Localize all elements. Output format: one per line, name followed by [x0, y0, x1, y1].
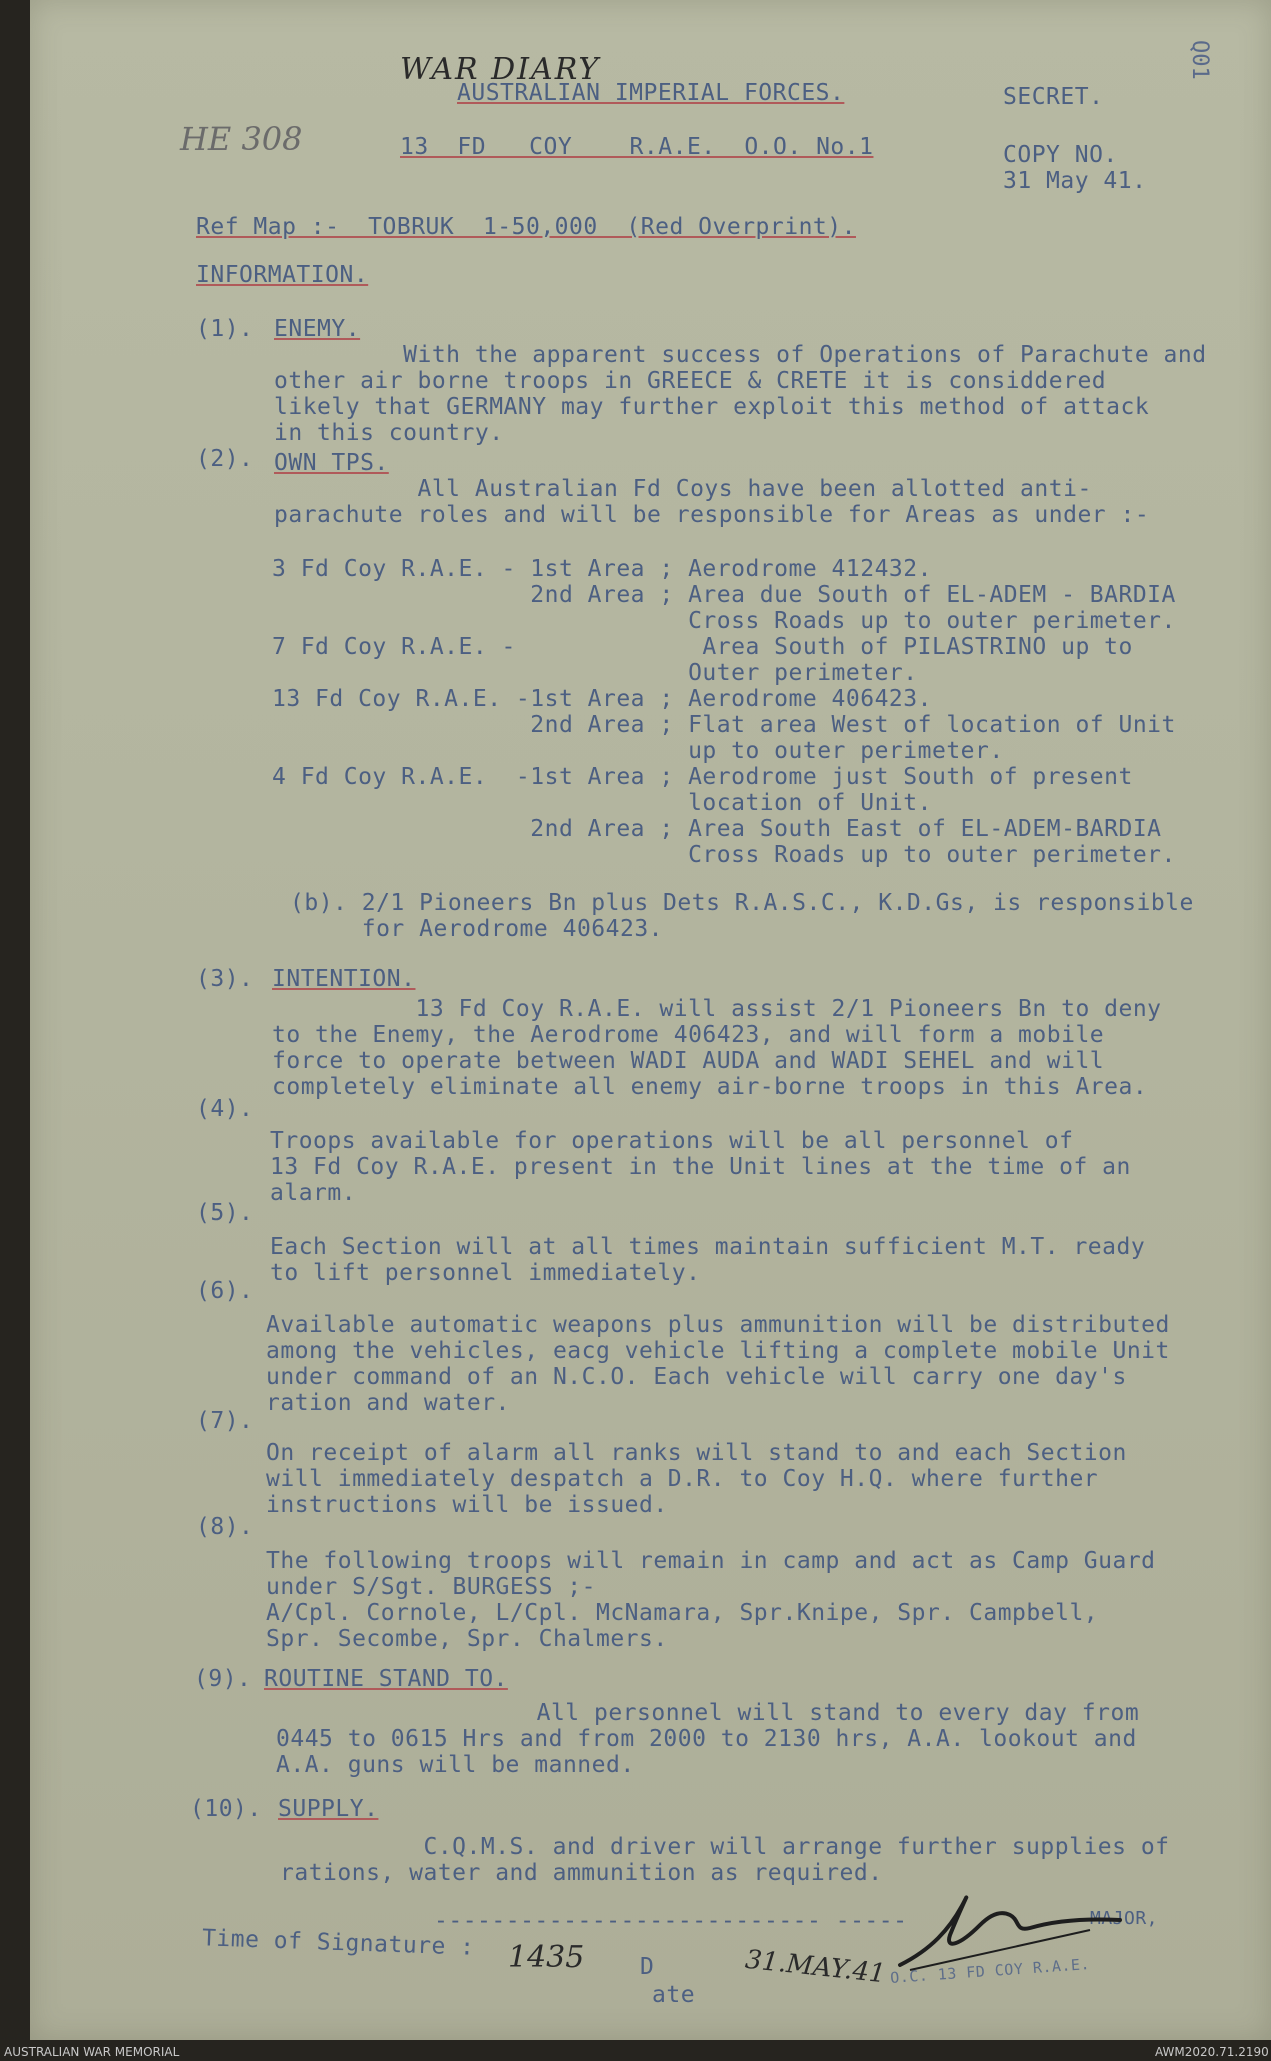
section-text-line: in this country.: [274, 420, 504, 446]
section-text-line: will immediately despatch a D.R. to Coy H.Q. where further: [266, 1466, 1099, 1492]
section-text-line: under command of an N.C.O. Each vehicle will carry one day's: [266, 1364, 1127, 1390]
handwritten-signature: [890, 1870, 1150, 1980]
section-text-line: With the apparent success of Operations of Parachute and: [274, 342, 1207, 368]
section-text-line: Spr. Secombe, Spr. Chalmers.: [266, 1626, 668, 1652]
section-title-intention: INTENTION.: [272, 966, 416, 992]
section-title-supply: SUPPLY.: [278, 1796, 379, 1822]
officer-rank: MAJOR,: [1090, 1908, 1159, 1929]
section-number-2: (2).: [196, 446, 254, 472]
section-title-routine-stand-to: ROUTINE STAND TO.: [264, 1666, 508, 1692]
order-date: 31 May 41.: [1003, 168, 1147, 194]
handwritten-title: WAR DIARY: [400, 52, 601, 87]
archive-reference: AWM2020.71.2190: [1155, 2045, 1269, 2059]
section-text-line: On receipt of alarm all ranks will stand to and each Section: [266, 1440, 1127, 1466]
section-text-line: completely eliminate all enemy air-borne troops in this Area.: [272, 1074, 1148, 1100]
section-text-line: other air borne troops in GREECE & CRETE it is considdered: [274, 368, 1107, 394]
handwritten-reference: HE 308: [180, 120, 303, 158]
area-line: Outer perimeter.: [272, 660, 918, 686]
section-2b-line: (b). 2/1 Pioneers Bn plus Dets R.A.S.C., K.D.Gs, is responsible: [290, 890, 1194, 916]
archive-credit: AUSTRALIAN WAR MEMORIAL: [4, 2045, 180, 2059]
section-text-line: Available automatic weapons plus ammunition will be distributed: [266, 1312, 1170, 1338]
area-line: Cross Roads up to outer perimeter.: [272, 842, 1176, 868]
section-text-line: likely that GERMANY may further exploit this method of attack: [274, 394, 1150, 420]
copy-number-label: COPY NO.: [1003, 142, 1118, 168]
section-text-line: to the Enemy, the Aerodrome 406423, and will form a mobile: [272, 1022, 1105, 1048]
time-of-signature-label: Time of Signature :: [201, 1925, 475, 1961]
reference-map: Ref Map :- TOBRUK 1-50,000 (Red Overprint).: [196, 214, 856, 240]
section-text-line: force to operate between WADI AUDA and WADI SEHEL and will: [272, 1048, 1105, 1074]
area-line: up to outer perimeter.: [272, 738, 1004, 764]
section-number-9: (9).: [194, 1666, 252, 1692]
area-line: 4 Fd Coy R.A.E. -1st Area ; Aerodrome just South of present: [272, 764, 1133, 790]
area-line: 2nd Area ; Flat area West of location of Unit: [272, 712, 1176, 738]
signature-dashes: --------------------------- -----: [434, 1908, 908, 1934]
section-text-line: Each Section will at all times maintain sufficient M.T. ready: [270, 1234, 1146, 1260]
secret-label: SECRET.: [1003, 84, 1104, 110]
date-label-d: D: [640, 1954, 655, 1980]
section-number-6: (6).: [196, 1278, 254, 1304]
section-text-line: 13 Fd Coy R.A.E. will assist 2/1 Pioneers Bn to deny: [272, 996, 1162, 1022]
section-text-line: All Australian Fd Coys have been allotted anti-: [274, 476, 1092, 502]
section-number-7: (7).: [196, 1408, 254, 1434]
area-line: Cross Roads up to outer perimeter.: [272, 608, 1176, 634]
information-heading: INFORMATION.: [196, 262, 369, 288]
section-title-own-tps: OWN TPS.: [274, 450, 389, 476]
section-number-3: (3).: [196, 966, 254, 992]
section-number-10: (10).: [190, 1796, 262, 1822]
area-line: location of Unit.: [272, 790, 932, 816]
area-line: 3 Fd Coy R.A.E. - 1st Area ; Aerodrome 412432.: [272, 556, 932, 582]
section-text-line: C.Q.M.S. and driver will arrange further supplies of: [280, 1834, 1170, 1860]
area-line: 7 Fd Coy R.A.E. - Area South of PILASTRINO up to: [272, 634, 1133, 660]
section-text-line: under S/Sgt. BURGESS ;-: [266, 1574, 596, 1600]
section-text-line: Troops available for operations will be all personnel of: [270, 1128, 1074, 1154]
header-organisation: AUSTRALIAN IMPERIAL FORCES.: [457, 80, 845, 106]
section-title-enemy: ENEMY.: [274, 316, 361, 342]
section-text-line: A/Cpl. Cornole, L/Cpl. McNamara, Spr.Knipe, Spr. Campbell,: [266, 1600, 1099, 1626]
section-2b-line: for Aerodrome 406423.: [290, 916, 664, 942]
section-text-line: The following troops will remain in camp and act as Camp Guard: [266, 1548, 1156, 1574]
section-text-line: parachute roles and will be responsible for Areas as under :-: [274, 502, 1150, 528]
margin-stamp: Q01: [1187, 40, 1212, 80]
section-text-line: All personnel will stand to every day from: [264, 1700, 1140, 1726]
section-text-line: ration and water.: [266, 1390, 510, 1416]
area-line: 13 Fd Coy R.A.E. -1st Area ; Aerodrome 406423.: [272, 686, 932, 712]
section-number-8: (8).: [196, 1514, 254, 1540]
handwritten-date: 31.MAY.41: [743, 1944, 888, 1990]
section-text-line: instructions will be issued.: [266, 1492, 668, 1518]
officer-unit: O.C. 13 FD COY R.A.E.: [889, 1955, 1091, 1987]
section-text-line: 13 Fd Coy R.A.E. present in the Unit lines at the time of an: [270, 1154, 1131, 1180]
section-text-line: rations, water and ammunition as required.: [280, 1860, 883, 1886]
section-text-line: 0445 to 0615 Hrs and from 2000 to 2130 hrs, A.A. lookout and: [276, 1726, 1137, 1752]
section-text-line: A.A. guns will be manned.: [276, 1752, 635, 1778]
operation-order-title: 13 FD COY R.A.E. O.O. No.1: [400, 134, 874, 160]
section-number-4: (4).: [196, 1096, 254, 1122]
date-label-ate: ate: [652, 1982, 696, 2008]
section-text-line: to lift personnel immediately.: [270, 1260, 701, 1286]
time-of-signature-value: 1435: [508, 1940, 585, 1975]
section-text-line: among the vehicles, eacg vehicle lifting a complete mobile Unit: [266, 1338, 1170, 1364]
section-number-1: (1).: [196, 316, 254, 342]
area-line: 2nd Area ; Area due South of EL-ADEM - BARDIA: [272, 582, 1176, 608]
section-text-line: alarm.: [270, 1180, 357, 1206]
area-line: 2nd Area ; Area South East of EL-ADEM-BARDIA: [272, 816, 1162, 842]
section-number-5: (5).: [196, 1200, 254, 1226]
